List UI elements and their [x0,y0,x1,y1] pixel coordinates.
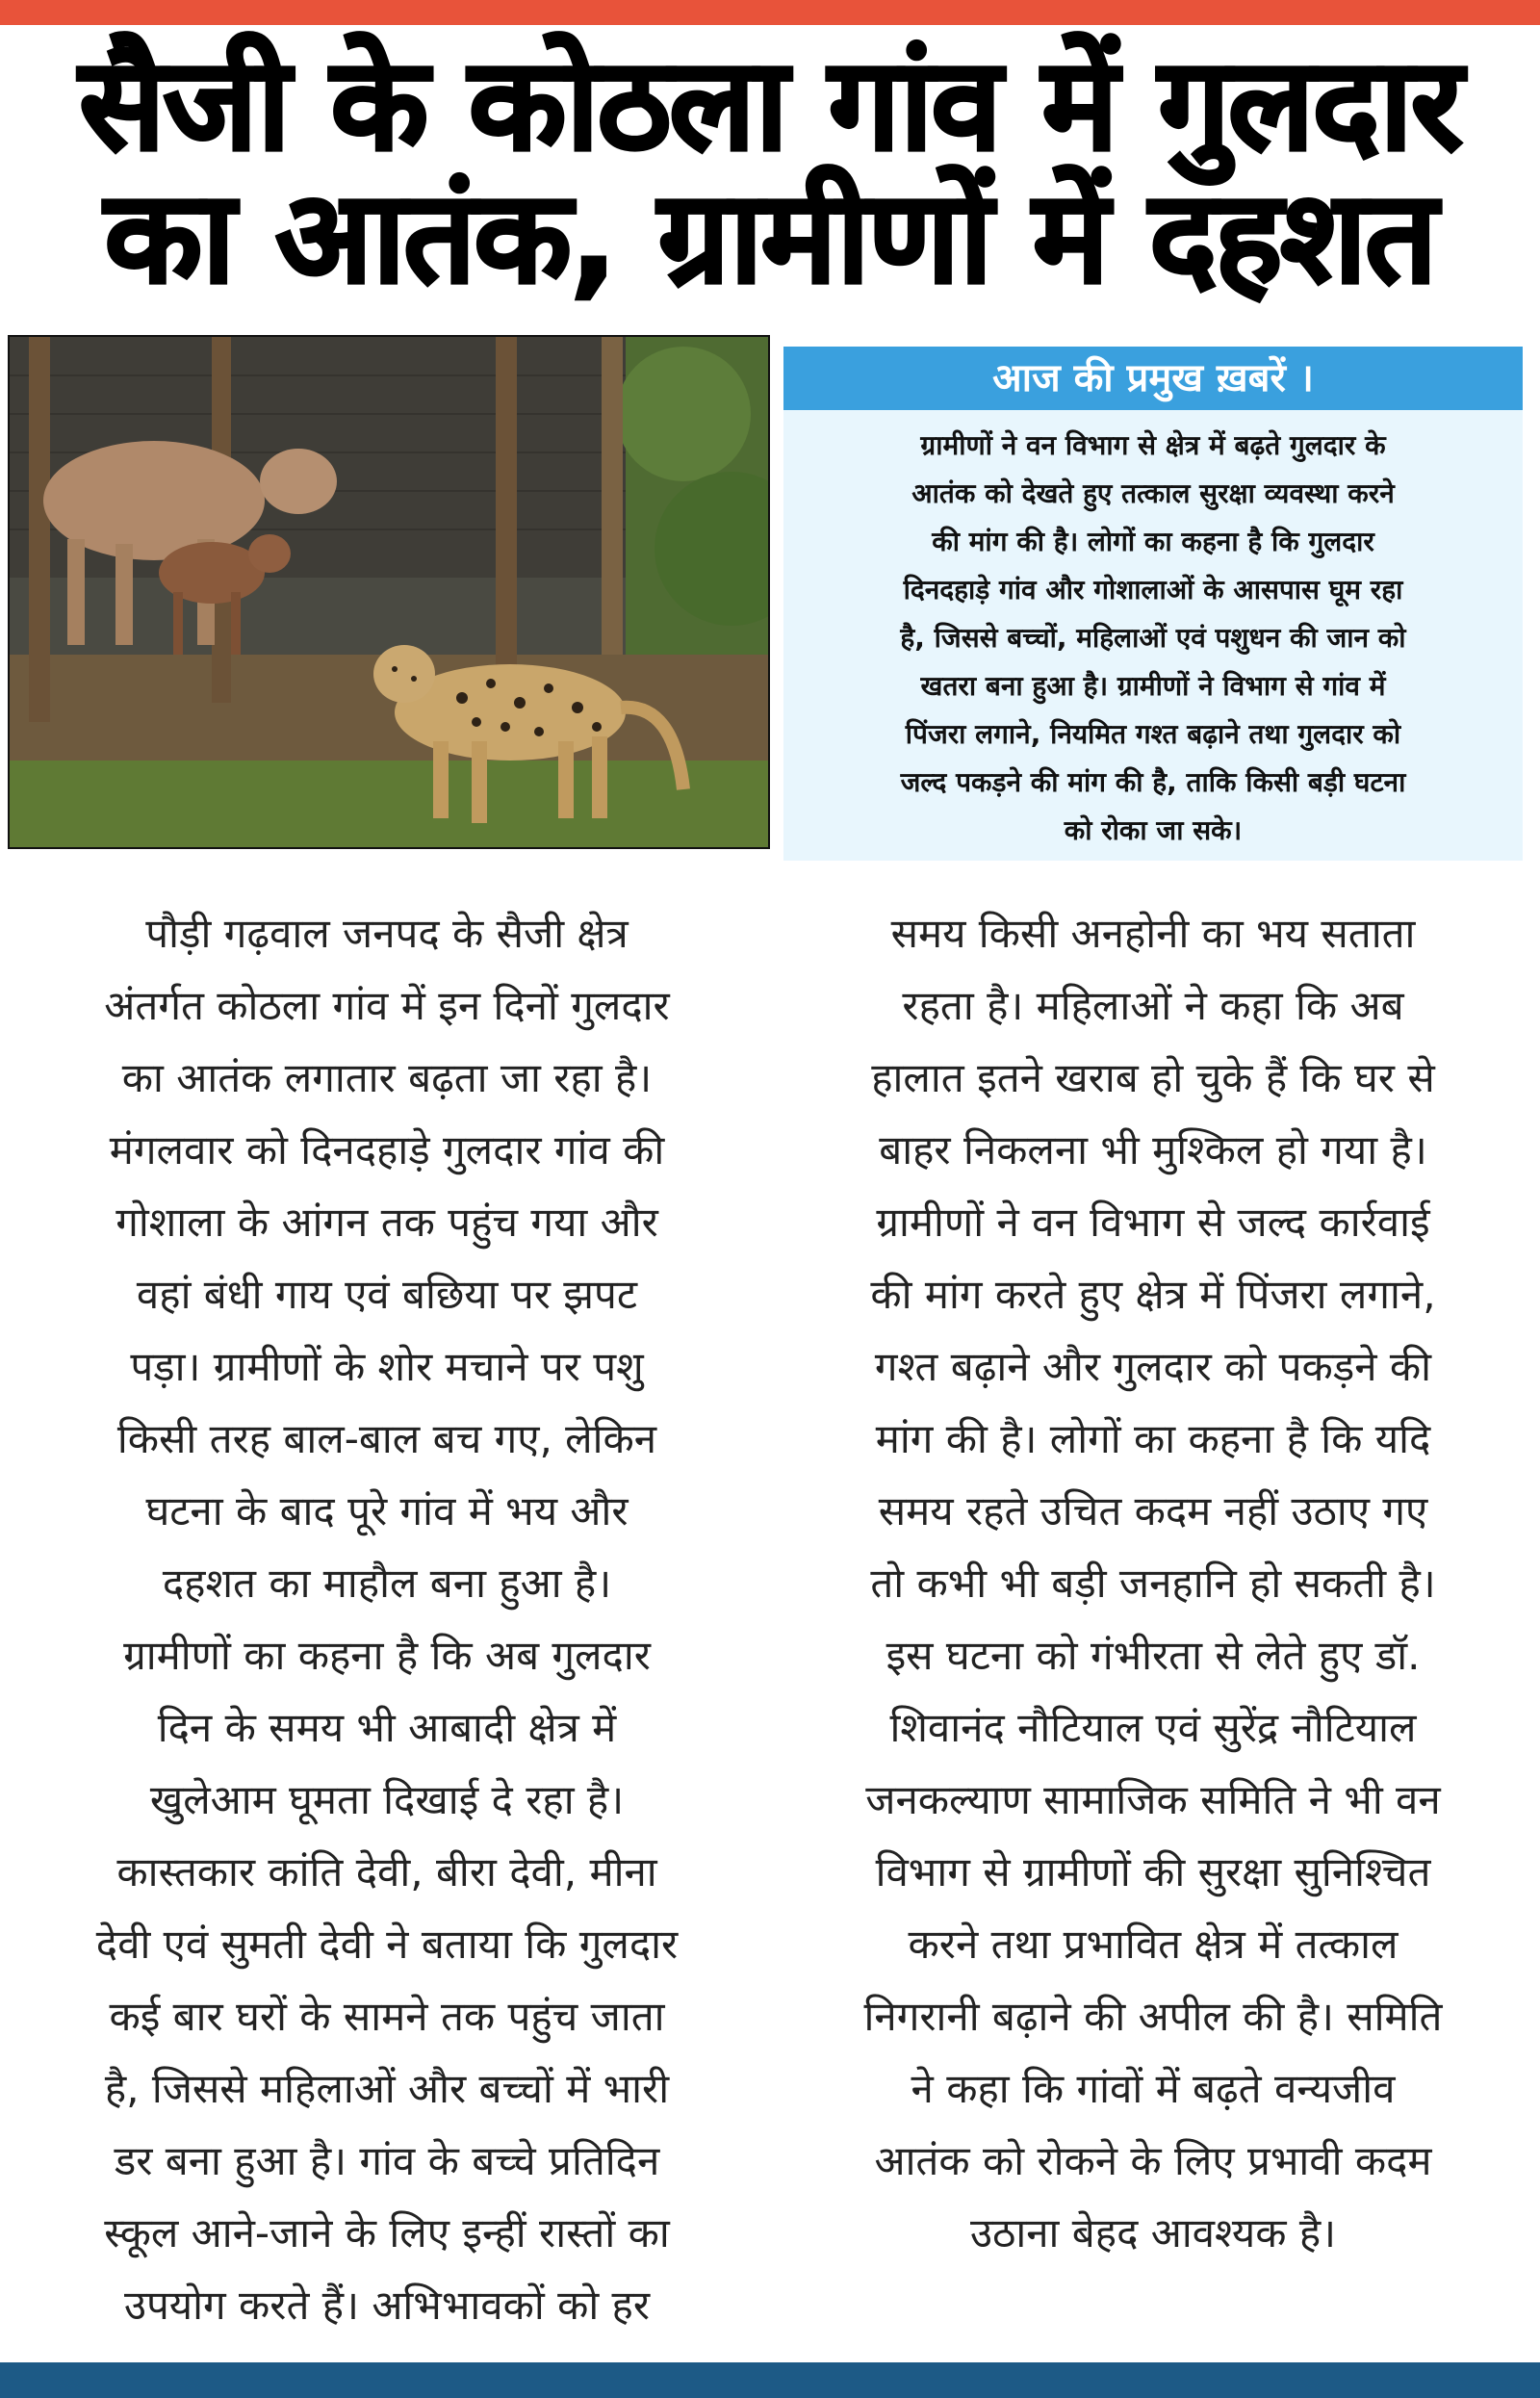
page-headline [0,31,1540,312]
article-column-right: समय किसी अनहोनी का भय सताता रहता है। महिलाओं ने कहा कि अब हालात इतने खराब हो चुके हैं कि घर से बाहर निकलना भी मुश्किल हो गया है। ग्रामीणों ने वन विभाग से जल्द कार्रवाई की मांग करते हुए क्षेत्र में पिंजरा लगाने, गश्त बढ़ाने और गुलदार को पकड़ने की मांग की है। लोगों का कहना है कि यदि समय रहते उचित कदम नहीं उठाए गए तो कभी भी बड़ी जनहानि हो सकती है। इस घटना को गंभीरता से लेते हुए डॉ. शिवानंद नौटियाल एवं सुरेंद्र नौटियाल जनकल्याण सामाजिक समिति ने भी वन विभाग से ग्रामीणों की सुरक्षा सुनिश्चित करने तथा प्रभावित क्षेत्र में तत्काल निगरानी बढ़ाने की अपील की है। समिति ने कहा कि गांवों में बढ़ते वन्यजीव आतंक को रोकने के लिए प्रभावी कदम उठाना बेहद आवश्यक है। [863,910,1443,2256]
news-photo [8,335,770,849]
top-news-text: ग्रामीणों ने वन विभाग से क्षेत्र में बढ़ते गुलदार के आतंक को देखते हुए तत्काल सुरक्षा व्यवस्था करने की मांग की है। लोगों का कहना है कि गुलदार दिनदहाड़े गांव और गोशालाओं के आसपास घूम रहा है, जिससे बच्चों, महिलाओं एवं पशुधन की जान को खतरा बना हुआ है। ग्रामीणों ने विभाग से गांव में पिंजरा लगाने, नियमित गश्त बढ़ाने तथा गुलदार को जल्द पकड़ने की मांग की है, ताकि किसी बड़ी घटना को रोका जा सके। [900,429,1406,846]
headline-line-1: सैजी के कोठला गांव में गुलदार [79,31,1461,179]
cow-calf-leopard-photo-icon [10,337,768,847]
article-column-left: पौड़ी गढ़वाल जनपद के सैजी क्षेत्र अंतर्गत कोठला गांव में इन दिनों गुलदार का आतंक लगातार बढ़ता जा रहा है। मंगलवार को दिनदहाड़े गुलदार गांव की गोशाला के आंगन तक पहुंच गया और वहां बंधी गाय एवं बछिया पर झपट पड़ा। ग्रामीणों के शोर मचाने पर पशु किसी तरह बाल-बाल बच गए, लेकिन घटना के बाद पूरे गांव में भय और दहशत का माहौल बना हुआ है। ग्रामीणों का कहना है कि अब गुलदार दिन के समय भी आबादी क्षेत्र में खुलेआम घूमता दिखाई दे रहा है। कास्तकार कांति देवी, बीरा देवी, मीना देवी एवं सुमती देवी ने बताया कि गुलदार कई बार घरों के सामने तक पहुंच जाता है, जिससे महिलाओं और बच्चों में भारी डर बना हुआ है। गांव के बच्चे प्रतिदिन स्कूल आने-जाने के लिए इन्हीं रास्तों का उपयोग करते हैं। अभिभावकों को हर [95,910,679,2329]
bottom-accent-bar [0,2362,1540,2398]
top-news-title: आज की प्रमुख ख़बरें । [783,347,1523,410]
top-accent-bar [0,0,1540,25]
headline-line-2: का आतंक, ग्रामीणों में दहशत [104,164,1436,312]
top-news-box [783,347,1523,861]
